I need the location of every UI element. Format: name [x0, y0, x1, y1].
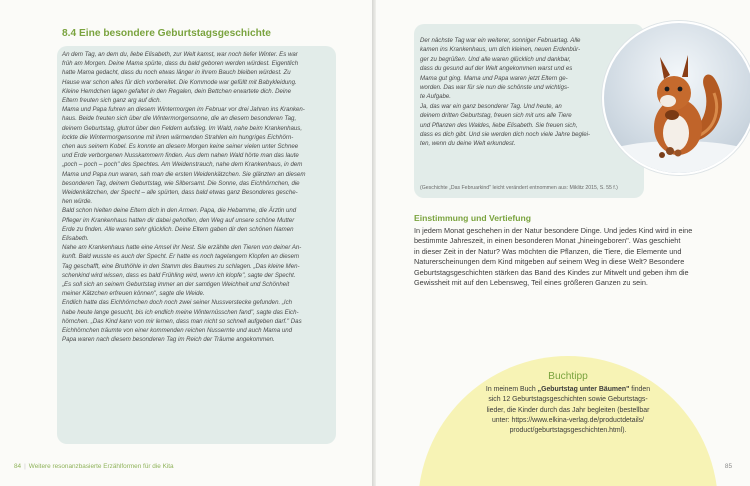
story-line: hörnchen. „Das Kind kann von mir lernen, dass man nicht so schnell aufgeben darf." Das [62, 317, 302, 325]
tip-link-line[interactable]: product/geburtstagsgeschichten.html). [509, 427, 627, 435]
story-line: dass du gesund auf der Welt angekommen warst und es [420, 65, 573, 73]
story-line: habe heute lange gesucht, bis ich endlich meine Winternüsschen fand", sagte das Eich- [62, 308, 299, 316]
source-note: (Geschichte „Das Februarkind" leicht verändert entnommen aus: Miklitz 2015, S. 55 f.) [420, 185, 618, 191]
story-line: Mama und Papa fuhren an diesem Wintermorgen im Februar vor drei Jahren ins Kranken- [62, 106, 305, 114]
story-line: meiner Kätzchen erfreuen können", sagte die Weide. [62, 290, 205, 298]
tip-line: lieder, die Kinder durch das Jahr begleiten (bestellbar [486, 406, 650, 414]
story-text [62, 50, 334, 345]
tip-link-line[interactable]: unter: https://www.elkina-verlag.de/productdetails/ [491, 416, 645, 424]
story-line: Hause war schon alles für dich vorbereitet. Die Kommode war gefüllt mit Babykleidung. [62, 78, 297, 86]
section-title: 8.4 Eine besondere Geburtstagsgeschichte [62, 28, 271, 39]
tip-line [448, 385, 688, 395]
story-line: Erde zu finden. Alle waren sehr glücklich. Deine Eltern gaben dir den schönen Namen [62, 225, 294, 233]
tip-line: sich 12 Geburtstagsgeschichten sowie Geburtstags- [488, 396, 648, 404]
story-line: „Es soll sich an seinem Geburtstag immer an der samtigen Weichheit und Schönheit [62, 281, 290, 289]
story-line: schenkind wird wissen, dass es bald Frühling wird, wenn ich klopfe", sagte der Specht. [62, 271, 296, 279]
story-line: Bald schon hielten deine Eltern dich in den Armen. Papa, die Hebamme, die Ärztin und [62, 207, 297, 215]
book-title: „Geburtstag unter Bäumen" [537, 386, 630, 393]
body-line: Geburtstagsgeschichten stärken das Band des Kindes zur Mitwelt und geben ihm die [414, 267, 689, 277]
squirrel-photo [602, 21, 750, 175]
story-line: ten, wenn du deine Welt erkundest. [420, 140, 516, 148]
story-line: hen würde. [62, 198, 93, 206]
story-continuation-text [420, 36, 598, 149]
story-line: lockte die Wintermorgensonne mit ihren wärmenden Strahlen ein hungriges Eichhörn- [62, 133, 294, 141]
tip-text: In meinem Buch [485, 386, 538, 393]
running-title: Weitere resonanzbasierte Erzählformen für die Kita [28, 463, 174, 470]
body-line: bestimmte Jahreszeit, in einen besonderen Monat „hineingeboren". Was geschieht [414, 236, 681, 246]
story-line: „poch – poch – poch" des Spechtes. Am Weidenstrauch, nahe dem Krankenhaus, in dem [62, 161, 303, 169]
story-line: Nahe am Krankenhaus hatte eine Amsel ihr Nest. Sie erzählte den Tieren von deiner An- [62, 244, 302, 252]
book-tip-title: Buchtipp [548, 371, 588, 382]
story-line: worden. Das war für sie nun die schönste und wichtigs- [420, 84, 570, 92]
story-line: chen aus seinem Kobel. Es konnte an diesem Morgen keine seiner vielen unter Schnee [62, 143, 299, 151]
right-page [376, 0, 750, 486]
story-line: und Erde verborgenen Nusskammern finden. Aus dem nahen Wald hörte man das laute [62, 152, 299, 160]
page-number: 84 [14, 463, 22, 470]
left-page [0, 0, 372, 486]
story-line: besonderen Tag, deinem Geburtstag, wie Silbersamt. Die Sonne, das Eichhörnchen, die [62, 179, 300, 187]
story-line: Pfleger im Krankenhaus hatten dir dabei geholfen, den Weg auf unsere schöne Mutter [62, 216, 295, 224]
book-tip-body [448, 385, 688, 436]
story-line: Mama und Papa nun waren, sah man die ersten Weidenkätzchen. Sie glänzten an diesem [62, 170, 306, 178]
body-line: in dieser Zeit in der Natur? Was möchten die Pflanzen, die Tiere, die Elemente und [414, 246, 682, 256]
story-line: kamen ins Krankenhaus, um dich kleinen, neuen Erdenbür- [420, 46, 581, 54]
story-line: dass es dich gibt. Und sie werden dich noch viele Jahre beglei- [420, 131, 591, 139]
story-line: Kleine Hemdchen lagen gefaltet in den Regalen, dein Bettchen erwartete dich. Deine [62, 87, 292, 95]
story-line: früh am Morgen. Deine Mama spürte, dass du bald geboren werden würdest. Eigentlich [62, 60, 299, 68]
story-line: An dem Tag, an dem du, liebe Elisabeth, zur Welt kamst, war noch tiefer Winter. Es war [62, 51, 298, 58]
story-line: hatte Mama gedacht, dass du noch etwas länger in ihrem Bauch bleiben würdest. Zu [62, 69, 291, 77]
story-line: deinem dritten Geburtstag, freuen sich mit uns alle Tiere [420, 112, 572, 120]
story-line: Weidenkätzchen, der Specht – alle spürten, dass bald etwas ganz Besonderes gesche- [62, 189, 298, 197]
body-line: Gewissheit mit auf den Lebensweg, Teil eines größeren Ganzen zu sein. [414, 278, 648, 288]
story-line: kunft. Bald wusste es auch der Specht. Er hatte es noch tagelangem Klopfen an diesem [62, 253, 300, 261]
body-line: Naturerscheinungen dem Kind mitgeben auf seinem Weg in diese Welt? Besondere [414, 257, 685, 267]
body-line: In jedem Monat geschehen in der Natur besondere Dinge. Und jedes Kind wird in eine [414, 226, 693, 235]
section-body [414, 226, 714, 288]
story-line: Ja, das war ein ganz besonderer Tag. Und heute, an [420, 102, 562, 110]
story-line: haus. Beide freuten sich über die Wintermorgensonne, die an diesem besonderen Tag, [62, 115, 297, 123]
story-line: ger zu begrüßen. Und alle waren glücklich und dankbar, [420, 55, 571, 63]
story-line: Elisabeth. [62, 235, 89, 243]
story-line: Mama gut ging. Mama und Papa waren jetzt Eltern ge- [420, 74, 568, 82]
story-line: Eltern freuten sich ganz arg auf dich. [62, 97, 162, 105]
story-line: Eichhörnchen träumte von einer kommenden reichen Nussernte und auch Mama und [62, 327, 293, 335]
story-line: Tag geschafft, eine Bruthöhle in den Stamm des Baumes zu schlagen. „Das kleine Men- [62, 262, 300, 270]
story-line: te Aufgabe. [420, 93, 451, 101]
page-number: 85 [724, 463, 732, 470]
story-line: Der nächste Tag war ein weiterer, sonniger Februartag. Alle [420, 37, 581, 44]
story-line: deinem Geburtstag, glutrot über den Feldern aufstieg. Im Wald, nahe beim Krankenhaus, [62, 124, 303, 132]
left-footer [14, 463, 174, 470]
story-line: Endlich hatte das Eichhörnchen doch noch zwei seiner Nussverstecke gefunden. „Ich [62, 299, 293, 307]
tip-text: finden [629, 386, 651, 393]
section-heading: Einstimmung und Vertiefung [414, 213, 531, 223]
story-line: Papa waren nach diesem besonderen Tag im Reich der Träume angekommen. [62, 336, 275, 344]
squirrel-icon [604, 23, 750, 173]
story-line: und Pflanzen des Waldes, liebe Elisabeth. Sie freuen sich, [420, 121, 578, 129]
footer-separator: | [24, 463, 26, 470]
